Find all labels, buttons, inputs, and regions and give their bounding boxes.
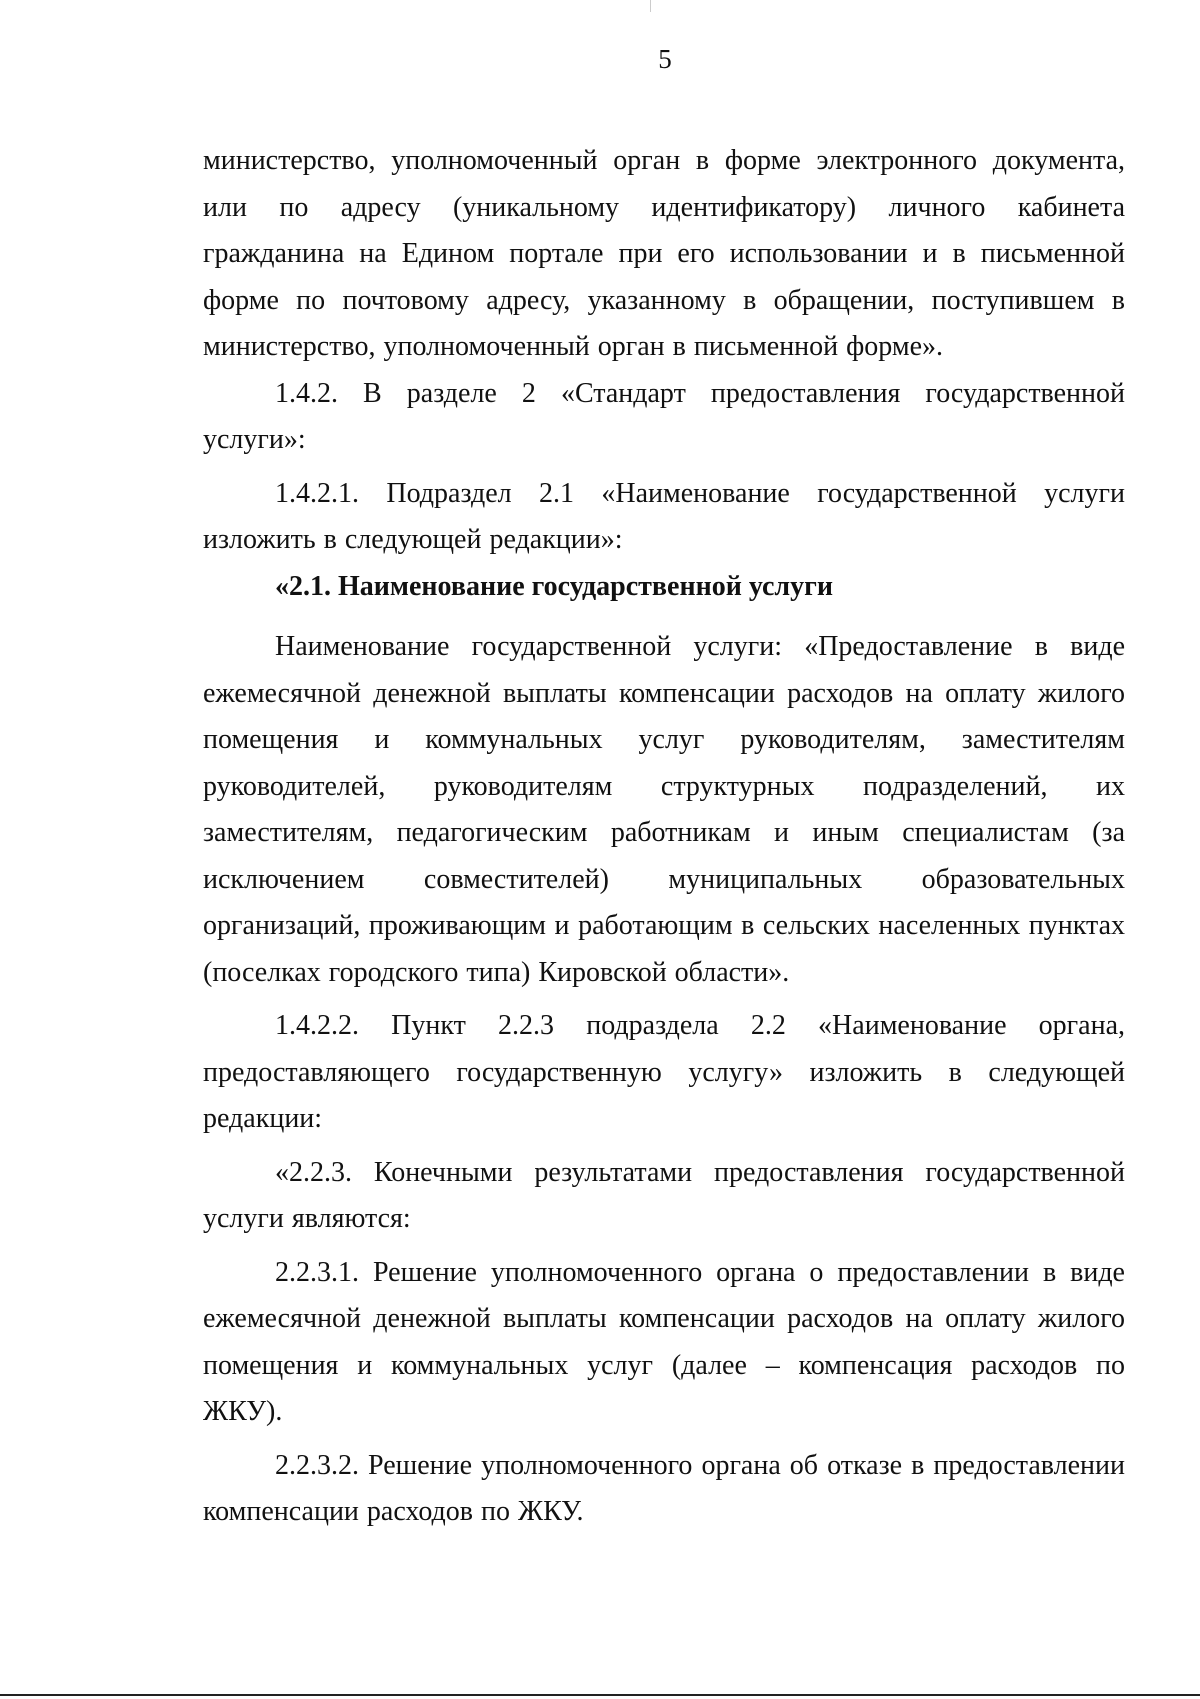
paragraph-service-name: Наименование государственной услуги: «Предоставление в виде ежемесячной денежной выплаты компенсации расходов на оплату жилого помещения и коммунальных услуг руководителям, заместителям руководителей, руководителям структурных подразделений, их заместителям, педагогическим работникам и иным специалистам (за исключением совместителей) муниципальных образовательных организаций, проживающим и работающим в сельских населенных пунктах (поселках городского типа) Кировской области». [203, 631, 1125, 988]
paragraph-1-4-2: 1.4.2. В разделе 2 «Стандарт предоставления государственной услуги»: [203, 377, 1125, 455]
paragraph-2-2-3: «2.2.3. Конечными результатами предоставления государственной услуги являются: [203, 1156, 1125, 1234]
section-heading-2-1: «2.1. Наименование государственной услуги [275, 570, 833, 602]
paragraph-ministry-response: министерство, уполномоченный орган в форме электронного документа, или по адресу (уникальному идентификатору) личного кабинета гражданина на Едином портале при его использовании и в письменной форме по почтовому адресу, указанному в обращении, поступившем в министерство, уполномоченный орган в письменной форме». [203, 145, 1125, 362]
paragraph-1-4-2-2: 1.4.2.2. Пункт 2.2.3 подраздела 2.2 «Наименование органа, предоставляющего государственную услугу» изложить в следующей редакции: [203, 1010, 1125, 1134]
document-body [203, 138, 1125, 1536]
paragraph-1-4-2-1: 1.4.2.1. Подраздел 2.1 «Наименование государственной услуги изложить в следующей редакции»: [203, 477, 1125, 555]
page-number: 5 [658, 44, 672, 74]
paragraph-2-2-3-2: 2.2.3.2. Решение уполномоченного органа об отказе в предоставлении компенсации расходов по ЖКУ. [203, 1449, 1125, 1527]
scan-bottom-edge [0, 1694, 1200, 1696]
paragraph-2-2-3-1: 2.2.3.1. Решение уполномоченного органа о предоставлении в виде ежемесячной денежной выплаты компенсации расходов на оплату жилого помещения и коммунальных услуг (далее – компенсация расходов по ЖКУ). [203, 1256, 1125, 1427]
scan-artifact [650, 0, 651, 12]
